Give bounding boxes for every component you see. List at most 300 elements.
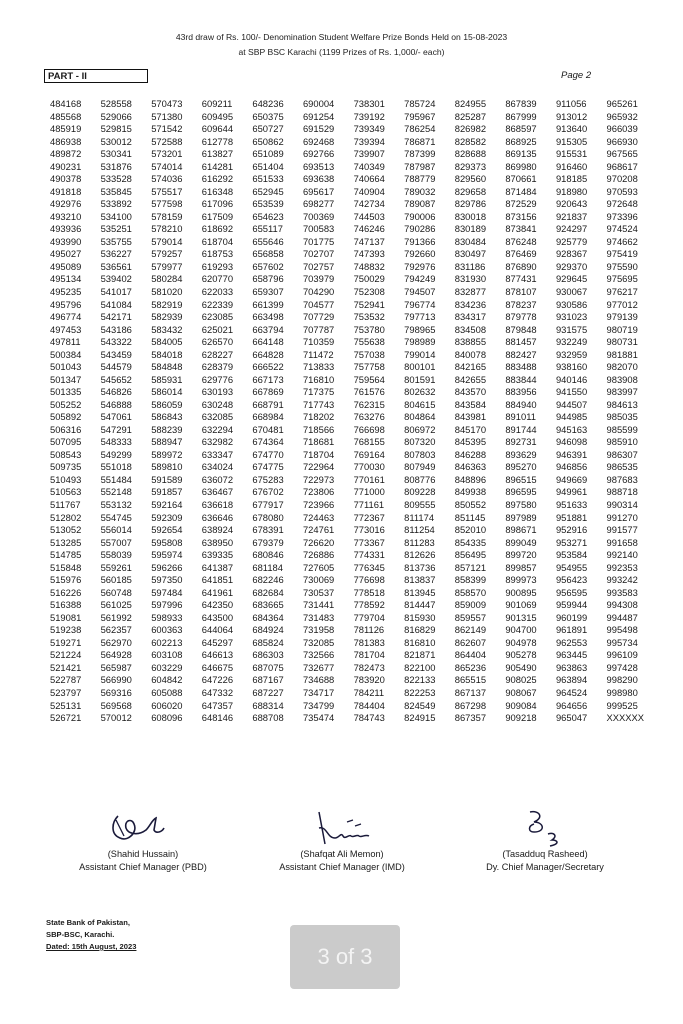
- prize-number: 787399: [404, 148, 436, 160]
- prize-number: 806972: [404, 423, 436, 435]
- prize-number: 757038: [353, 348, 385, 360]
- prize-number: 980719: [606, 323, 638, 335]
- prize-number: 650862: [252, 135, 284, 147]
- grid-row: [50, 424, 658, 437]
- prize-number: 515848: [50, 561, 82, 573]
- prize-number: 630193: [201, 386, 234, 398]
- prize-number: 913640: [555, 123, 588, 135]
- prize-number: 505892: [50, 411, 82, 423]
- prize-number: 740349: [353, 160, 385, 172]
- prize-number: 707729: [302, 311, 335, 323]
- prize-number: 664148: [252, 336, 284, 348]
- prize-number: 790006: [404, 210, 436, 222]
- prize-number: 591857: [151, 486, 183, 498]
- prize-number: 983908: [606, 373, 638, 385]
- prize-number: 704577: [302, 298, 335, 310]
- grid-row: [50, 574, 658, 587]
- prize-number: 791366: [404, 235, 436, 247]
- prize-number: 638924: [201, 524, 234, 536]
- prize-number: 830484: [454, 235, 487, 247]
- prize-number: 647332: [201, 686, 234, 698]
- grid-row: [50, 436, 658, 449]
- prize-number: 651089: [252, 148, 284, 160]
- prize-number: 766698: [353, 423, 385, 435]
- grid-row: [50, 461, 658, 474]
- prize-number: 688708: [252, 712, 284, 724]
- grid-row: [50, 349, 658, 362]
- signatory-name: (Shahid Hussain): [107, 849, 179, 859]
- prize-number: 993242: [606, 574, 638, 586]
- prize-number: 845395: [454, 436, 487, 448]
- prize-number: 997428: [606, 661, 638, 673]
- grid-row: [50, 299, 658, 312]
- prize-number: 915531: [555, 148, 588, 160]
- prize-number: 616348: [201, 185, 234, 197]
- grid-row: [50, 524, 658, 537]
- prize-number: 575517: [151, 185, 183, 197]
- prize-number: 909218: [505, 712, 537, 724]
- prize-number: 674775: [252, 461, 284, 473]
- prize-number: 513052: [50, 524, 82, 536]
- prize-number: 703979: [302, 273, 335, 285]
- prize-number: 738301: [353, 98, 385, 109]
- prize-number: 963445: [555, 649, 588, 661]
- prize-number: 726620: [302, 536, 335, 548]
- prize-number: 771161: [353, 499, 385, 510]
- prize-number: 895270: [505, 461, 537, 473]
- prize-number: 985599: [606, 423, 638, 435]
- prize-number: 578210: [151, 223, 183, 235]
- grid-row: [50, 123, 658, 136]
- prize-number: 490231: [50, 160, 82, 172]
- prize-number: 930067: [555, 285, 588, 297]
- prize-number: 843570: [454, 386, 487, 398]
- prize-number: 846363: [454, 461, 487, 473]
- prize-number: 953584: [555, 549, 588, 561]
- prize-number: 829373: [454, 160, 487, 172]
- prize-number: 638950: [201, 536, 234, 548]
- prize-number: 561992: [100, 611, 132, 623]
- prize-number: 625021: [201, 323, 234, 335]
- prize-number: 854335: [454, 536, 487, 548]
- prize-number: 682246: [252, 574, 284, 586]
- prize-number: 536227: [100, 248, 132, 260]
- prize-number: 778592: [353, 599, 385, 611]
- prize-number: 595974: [151, 549, 183, 561]
- prize-number: 816829: [404, 624, 436, 636]
- signatory-title: Assistant Chief Manager (IMD): [279, 862, 405, 872]
- prize-number: 992353: [606, 561, 638, 573]
- prize-number: 783920: [353, 674, 385, 686]
- prize-number: 878237: [505, 298, 537, 310]
- prize-number: 597350: [151, 574, 183, 586]
- prize-number: 985910: [606, 436, 638, 448]
- grid-row: [50, 599, 658, 612]
- prize-number: 670481: [252, 423, 284, 435]
- prize-number: 822100: [404, 661, 436, 673]
- prize-number: 867999: [505, 110, 537, 122]
- prize-number: 752308: [353, 285, 385, 297]
- prize-number: 748832: [353, 260, 385, 272]
- prize-number: 731483: [302, 611, 335, 623]
- prize-number: 834508: [454, 323, 487, 335]
- prize-number: 564928: [100, 649, 132, 661]
- grid-row: [50, 549, 658, 562]
- prize-number: 812626: [404, 549, 436, 561]
- prize-number: 677917: [252, 499, 284, 510]
- prize-number: 639335: [201, 549, 234, 561]
- prize-number: 951633: [555, 499, 588, 510]
- prize-number: 991577: [606, 524, 638, 536]
- prize-number: 655117: [252, 223, 283, 235]
- prize-number: 964656: [555, 699, 588, 711]
- prize-number: 924297: [555, 223, 588, 235]
- prize-number: 953271: [555, 536, 588, 548]
- prize-number: 570012: [100, 712, 132, 724]
- prize-number: 580284: [151, 273, 183, 285]
- prize-number: 876469: [505, 248, 537, 260]
- prize-number: 985035: [606, 411, 638, 423]
- prize-number: 807320: [404, 436, 436, 448]
- prize-number: 944985: [555, 411, 588, 423]
- prize-number: 734799: [302, 699, 335, 711]
- grid-row: [50, 587, 658, 600]
- prize-number: 930586: [555, 298, 588, 310]
- prize-number: 584018: [151, 348, 183, 360]
- prize-number: 496774: [50, 311, 82, 323]
- prize-number: 577598: [151, 198, 183, 210]
- prize-number: 787987: [404, 160, 436, 172]
- prize-number: 663498: [252, 311, 284, 323]
- prize-number: 497811: [50, 336, 81, 348]
- signatory-name: (Shafqat Ali Memon): [300, 849, 384, 859]
- prize-number: 776698: [353, 574, 385, 586]
- prize-number: 788779: [404, 173, 436, 185]
- prize-number: 693638: [302, 173, 335, 185]
- prize-number: 986535: [606, 461, 638, 473]
- grid-row: [50, 261, 658, 274]
- prize-number: 905490: [505, 661, 537, 673]
- prize-number: 574014: [151, 160, 183, 172]
- prize-number: 584005: [151, 336, 183, 348]
- prize-number: 868925: [505, 135, 537, 147]
- prize-number: 493210: [50, 210, 82, 222]
- grid-row: [50, 198, 658, 211]
- prize-number: 829786: [454, 198, 487, 210]
- prize-number: 589972: [151, 448, 183, 460]
- prize-number: 896515: [505, 473, 537, 485]
- prize-number: 726886: [302, 549, 335, 561]
- prize-number: 657602: [252, 260, 284, 272]
- grid-row: [50, 273, 658, 286]
- prize-number: 501335: [50, 386, 82, 398]
- prize-number: 731441: [302, 599, 335, 611]
- prize-number: 541084: [100, 298, 132, 310]
- prize-number: 546888: [100, 398, 132, 410]
- prize-number: 687075: [252, 661, 284, 673]
- prize-number: 582919: [151, 298, 183, 310]
- prize-number: 646675: [201, 661, 234, 673]
- prize-number: 516226: [50, 586, 82, 598]
- prize-number: 999525: [606, 699, 638, 711]
- prize-number: 899857: [505, 561, 537, 573]
- prize-number: 832877: [454, 285, 487, 297]
- prize-number: 851145: [454, 511, 486, 523]
- prize-number: 722973: [302, 473, 335, 485]
- prize-number: 543322: [100, 336, 132, 348]
- prize-number: 858399: [454, 574, 487, 586]
- prize-number: 873156: [505, 210, 537, 222]
- prize-number: 544579: [100, 361, 132, 373]
- prize-number: 609644: [201, 123, 234, 135]
- prize-number: 945163: [555, 423, 588, 435]
- prize-number: 569568: [100, 699, 132, 711]
- prize-number: 979139: [606, 311, 638, 323]
- prize-number: 883956: [505, 386, 537, 398]
- prize-number: 683665: [252, 599, 284, 611]
- prize-number: 549299: [100, 448, 132, 460]
- prize-number: 732677: [302, 661, 335, 673]
- prize-number: 730069: [302, 574, 335, 586]
- prize-number: 925779: [555, 235, 588, 247]
- prize-number: 998980: [606, 686, 638, 698]
- prize-number: 789032: [404, 185, 436, 197]
- prize-number: 582939: [151, 311, 183, 323]
- prize-number: 870661: [505, 173, 537, 185]
- prize-number: 931575: [555, 323, 588, 335]
- prize-number: 850552: [454, 499, 487, 510]
- grid-row: [50, 474, 658, 487]
- prize-number: 991658: [606, 536, 638, 548]
- prize-number: 798989: [404, 336, 436, 348]
- prize-number: 784743: [353, 712, 385, 724]
- prize-number: 659307: [252, 285, 284, 297]
- prize-number: 519238: [50, 624, 82, 636]
- prize-number: 548333: [100, 436, 132, 448]
- prize-number: 845170: [454, 423, 487, 435]
- prize-number: 949961: [555, 486, 588, 498]
- prize-number: 916460: [555, 160, 588, 172]
- prize-number: 514785: [50, 549, 82, 561]
- prize-number: 586843: [151, 411, 183, 423]
- prize-number: 931023: [555, 311, 588, 323]
- grid-row: [50, 336, 658, 349]
- prize-number: 632982: [201, 436, 234, 448]
- signature-block-2: [256, 808, 428, 874]
- prize-number: 636072: [201, 473, 234, 485]
- prize-number: 807803: [404, 448, 436, 460]
- prize-number: 795967: [404, 110, 436, 122]
- prize-number: 586059: [151, 398, 183, 410]
- prize-number: 796774: [404, 298, 436, 310]
- prize-number: 954955: [555, 561, 588, 573]
- prize-number: 595808: [151, 536, 183, 548]
- prize-number: 786254: [404, 123, 436, 135]
- prize-number: 528558: [100, 98, 132, 109]
- prize-number: 572588: [151, 135, 183, 147]
- prize-number: 973396: [606, 210, 638, 222]
- prize-number: 859557: [454, 611, 487, 623]
- prize-number: 690004: [302, 98, 335, 109]
- signature-1: [98, 808, 188, 848]
- prize-number: 666522: [252, 361, 284, 373]
- prize-number: 618704: [201, 235, 234, 247]
- prize-number: 644064: [201, 624, 234, 636]
- prize-number: 811254: [404, 524, 435, 536]
- prize-number: 915305: [555, 135, 588, 147]
- prize-number: 966930: [606, 135, 638, 147]
- prize-number: 682684: [252, 586, 284, 598]
- prize-number: 900895: [505, 586, 537, 598]
- prize-number: 632085: [201, 411, 234, 423]
- prize-number: 497453: [50, 323, 82, 335]
- prize-number: 899049: [505, 536, 537, 548]
- prize-number: 797713: [404, 311, 436, 323]
- prize-number: 535251: [100, 223, 132, 235]
- prize-number: 597484: [151, 586, 183, 598]
- prize-number: 667173: [252, 373, 284, 385]
- prize-number: 932249: [555, 336, 588, 348]
- prize-number: 940146: [555, 373, 588, 385]
- prize-number: 757758: [353, 361, 385, 373]
- prize-number: 967565: [606, 148, 638, 160]
- prize-number: 535755: [100, 235, 132, 247]
- prize-number: 896595: [505, 486, 537, 498]
- prize-number: 512802: [50, 511, 82, 523]
- prize-number: 731958: [302, 624, 335, 636]
- grid-row: [50, 236, 658, 249]
- prize-number: 717375: [302, 386, 335, 398]
- prize-number: 996109: [606, 649, 638, 661]
- prize-number: 929370: [555, 260, 588, 272]
- prize-number: 723806: [302, 486, 335, 498]
- grid-row: [50, 449, 658, 462]
- prize-number: 991270: [606, 511, 638, 523]
- prize-number: 794249: [404, 273, 436, 285]
- prize-number: 865236: [454, 661, 487, 673]
- prize-number: 626570: [201, 336, 234, 348]
- prize-number: 559261: [100, 561, 132, 573]
- prize-number: 542171: [100, 311, 132, 323]
- prize-number: 794507: [404, 285, 436, 297]
- footer-date: Dated: 15th August, 2023: [46, 942, 137, 951]
- prize-number: 862149: [454, 624, 487, 636]
- prize-number: 773016: [353, 524, 385, 536]
- prize-number: 570473: [151, 98, 183, 109]
- grid-row: [50, 411, 658, 424]
- prize-number: 920643: [555, 198, 588, 210]
- prize-number: 490378: [50, 173, 82, 185]
- grid-row: [50, 136, 658, 149]
- prize-number: 515976: [50, 574, 82, 586]
- prize-number: 801591: [404, 373, 436, 385]
- prize-number: 813736: [404, 561, 436, 573]
- prize-number: 636467: [201, 486, 234, 498]
- prize-number: 702707: [302, 248, 335, 260]
- prize-number: 724463: [302, 511, 335, 523]
- signature-3: [500, 808, 590, 848]
- prize-number: 782473: [353, 661, 385, 673]
- prize-number: 878107: [505, 285, 537, 297]
- prize-number: 789087: [404, 198, 436, 210]
- prize-number: 573201: [151, 148, 183, 160]
- prize-number: 858570: [454, 586, 487, 598]
- prize-number: 519081: [50, 611, 82, 623]
- prize-number: 946856: [555, 461, 588, 473]
- prize-number: 591589: [151, 473, 183, 485]
- prize-number: 579014: [151, 235, 183, 247]
- prize-number: 529815: [100, 123, 132, 135]
- prize-number: 641961: [201, 586, 234, 598]
- prize-number: 809228: [404, 486, 436, 498]
- prize-number: 929645: [555, 273, 588, 285]
- prize-number: 614281: [201, 160, 234, 172]
- prize-number: 961891: [555, 624, 588, 636]
- prize-number: 583432: [151, 323, 183, 335]
- prize-number: 990314: [606, 499, 638, 510]
- prize-number: 987683: [606, 473, 638, 485]
- prize-number: 529066: [100, 110, 132, 122]
- prize-number: 551018: [100, 461, 132, 473]
- prize-number: 983997: [606, 386, 638, 398]
- prize-number: 648236: [252, 98, 284, 109]
- prize-number: 755638: [353, 336, 385, 348]
- prize-number: 678391: [252, 524, 284, 536]
- prize-number: 822253: [404, 686, 436, 698]
- prize-number: 897580: [505, 499, 537, 510]
- prize-number: 816810: [404, 636, 436, 648]
- footer-line-2: SBP-BSC, Karachi.: [46, 930, 115, 939]
- prize-number: 779704: [353, 611, 385, 623]
- prize-number: 769164: [353, 448, 385, 460]
- prize-number: 534100: [100, 210, 132, 222]
- prize-number: 891744: [505, 423, 537, 435]
- prize-number: 684364: [252, 611, 284, 623]
- prize-number: 781126: [353, 624, 385, 636]
- prize-number: 962553: [555, 636, 588, 648]
- prize-number: 946098: [555, 436, 588, 448]
- prize-number: 862607: [454, 636, 487, 648]
- prize-number: 964524: [555, 686, 588, 698]
- prize-number: 928367: [555, 248, 588, 260]
- prize-number: 908067: [505, 686, 537, 698]
- prize-number: 485919: [50, 123, 82, 135]
- prize-number: 877431: [505, 273, 537, 285]
- prize-number: 643500: [201, 611, 234, 623]
- grid-row: [50, 649, 658, 662]
- prize-number: 495089: [50, 260, 82, 272]
- prize-number: 759564: [353, 373, 385, 385]
- prize-number: 533892: [100, 198, 132, 210]
- prize-number: 674770: [252, 448, 284, 460]
- grid-row: [50, 499, 658, 512]
- prize-number: 799014: [404, 348, 436, 360]
- prize-number: 893629: [505, 448, 537, 460]
- prize-number: 623085: [201, 311, 234, 323]
- prize-number: 702757: [302, 260, 335, 272]
- prize-number: 505252: [50, 398, 82, 410]
- prize-number: 804615: [404, 398, 436, 410]
- prize-number: 994487: [606, 611, 638, 623]
- prize-number: 842165: [454, 361, 487, 373]
- prize-number: 620770: [201, 273, 234, 285]
- prize-number: 771000: [353, 486, 385, 498]
- prize-number: 770161: [353, 473, 385, 485]
- prize-number: 710359: [302, 336, 335, 348]
- prize-number: 732566: [302, 649, 335, 661]
- prize-number: 913012: [555, 110, 588, 122]
- prize-number: 603229: [151, 661, 183, 673]
